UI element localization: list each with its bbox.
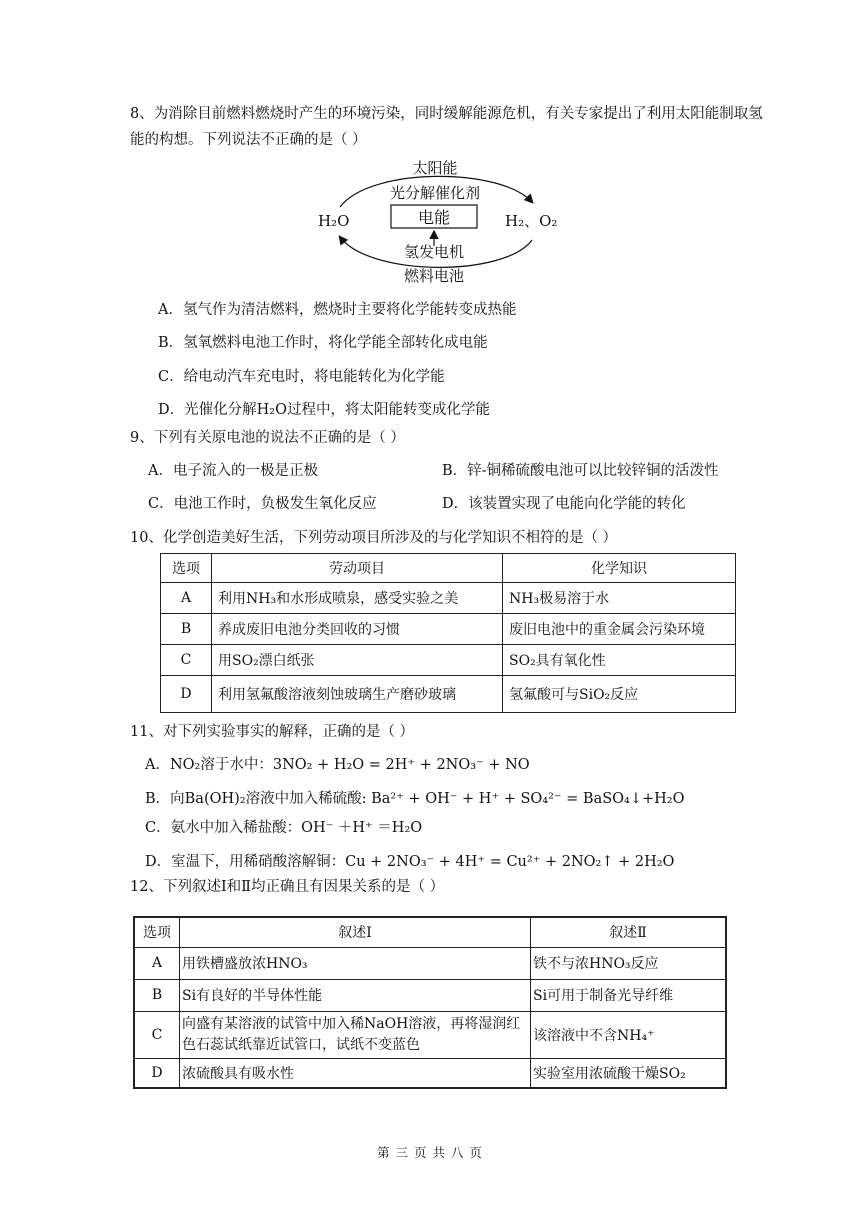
q12-cell: D [134, 1058, 180, 1088]
table-row [134, 979, 726, 1011]
q12-cell: A [134, 947, 180, 979]
q10-cell: D [161, 676, 212, 713]
q9-option-d: D．该装置实现了电能向化学能的转化 [442, 496, 686, 512]
q12-cell: 铁不与浓HNO₃反应 [531, 947, 727, 979]
q12-header-statement2: 叙述Ⅱ [531, 917, 727, 947]
q8-option-b: B．氢氧燃料电池工作时，将化学能全部转化成电能 [158, 335, 488, 351]
table-row [161, 645, 736, 676]
q10-cell: 利用氢氟酸溶液刻蚀玻璃生产磨砂玻璃 [212, 676, 503, 713]
q10-header-option: 选项 [161, 554, 212, 583]
q10-header-knowledge: 化学知识 [503, 554, 736, 583]
diagram-right: H₂、O₂ [505, 212, 558, 230]
q12-cell: 向盛有某溶液的试管中加入稀NaOH溶液，再将湿润红色石蕊试纸靠近试管口，试纸不变蓝色 [180, 1011, 531, 1058]
q9-option-c: C．电池工作时，负极发生氧化反应 [148, 496, 377, 512]
q8-option-a: A．氢气作为清洁燃料，燃烧时主要将化学能转变成热能 [158, 302, 517, 318]
diagram-box: 电能 [417, 208, 451, 227]
diagram-top2: 光分解催化剂 [389, 184, 481, 202]
q11-option-a: A．NO₂溶于水中：3NO₂ + H₂O = 2H⁺ + 2NO₃⁻ + NO [145, 757, 530, 773]
q12-header-statement1: 叙述I [180, 917, 531, 947]
q12-cell: B [134, 979, 180, 1011]
q10-cell: C [161, 645, 212, 676]
q8-stem: 8、为消除目前燃料燃烧时产生的环境污染，同时缓解能源危机，有关专家提出了利用太阳能制取氢能的构想。下列说法不正确的是（ ） [130, 106, 763, 148]
q8-option-c: C．给电动汽车充电时，将电能转化为化学能 [158, 369, 445, 385]
q10-stem: 10、化学创造美好生活，下列劳动项目所涉及的与化学知识不相符的是（ ） [130, 530, 618, 546]
q10-cell: NH₃极易溶于水 [503, 583, 736, 614]
table-row [161, 676, 736, 713]
q10-header-labor: 劳动项目 [212, 554, 503, 583]
table-row [161, 614, 736, 645]
q8-option-d: D．光催化分解H₂O过程中，将太阳能转变成化学能 [158, 402, 490, 418]
q11-option-d: D．室温下，用稀硝酸溶解铜：Cu + 2NO₃⁻ + 4H⁺ = Cu²⁺ + 2NO₂↑ + 2H₂O [145, 854, 675, 870]
page-footer: 第 三 页 共 八 页 [377, 1145, 483, 1160]
table-row [134, 1058, 726, 1088]
q11-option-b: B．向Ba(OH)₂溶液中加入稀硫酸: Ba²⁺ + OH⁻ + H⁺ + SO₄²⁻ = BaSO₄↓+H₂O [145, 791, 685, 807]
q12-cell: Si可用于制备光导纤维 [531, 979, 727, 1011]
diagram-bottom2: 燃料电池 [403, 267, 465, 285]
q12-header-option: 选项 [134, 917, 180, 947]
q11-option-c: C．氨水中加入稀盐酸：OH⁻ ＋H⁺ ＝H₂O [145, 820, 423, 836]
q12-cell: 用铁槽盛放浓HNO₃ [180, 947, 531, 979]
q9-option-a: A．电子流入的一极是正极 [148, 463, 318, 479]
q9-stem: 9、下列有关原电池的说法不正确的是（ ） [130, 430, 405, 446]
diagram-top1: 太阳能 [412, 159, 458, 177]
q11-stem: 11、对下列实验事实的解释，正确的是（ ） [130, 724, 415, 740]
q12-cell: Si有良好的半导体性能 [180, 979, 531, 1011]
q10-cell: 养成废旧电池分类回收的习惯 [212, 614, 503, 645]
table-row [134, 1011, 726, 1058]
table-row [161, 583, 736, 614]
q12-cell: 浓硫酸具有吸水性 [180, 1058, 531, 1088]
q9-option-b: B．锌-铜稀硫酸电池可以比较锌铜的活泼性 [442, 463, 719, 479]
q10-table [160, 553, 736, 713]
q10-cell: 利用NH₃和水形成喷泉，感受实验之美 [212, 583, 503, 614]
diagram-bottom1: 氢发电机 [403, 243, 465, 261]
q12-cell: 实验室用浓硫酸干燥SO₂ [531, 1058, 727, 1088]
q12-stem: 12、下列叙述Ⅰ和Ⅱ均正确且有因果关系的是（ ） [130, 879, 445, 895]
q10-cell: A [161, 583, 212, 614]
diagram-left: H₂O [318, 212, 350, 230]
energy-cycle-diagram [300, 152, 570, 287]
table-row [134, 947, 726, 979]
q10-cell: 氢氟酸可与SiO₂反应 [503, 676, 736, 713]
q12-cell: 该溶液中不含NH₄⁺ [531, 1011, 727, 1058]
q10-cell: SO₂具有氧化性 [503, 645, 736, 676]
q12-table [133, 916, 727, 1089]
q10-cell: 废旧电池中的重金属会污染环境 [503, 614, 736, 645]
q10-cell: 用SO₂漂白纸张 [212, 645, 503, 676]
q10-cell: B [161, 614, 212, 645]
q12-cell: C [134, 1011, 180, 1058]
